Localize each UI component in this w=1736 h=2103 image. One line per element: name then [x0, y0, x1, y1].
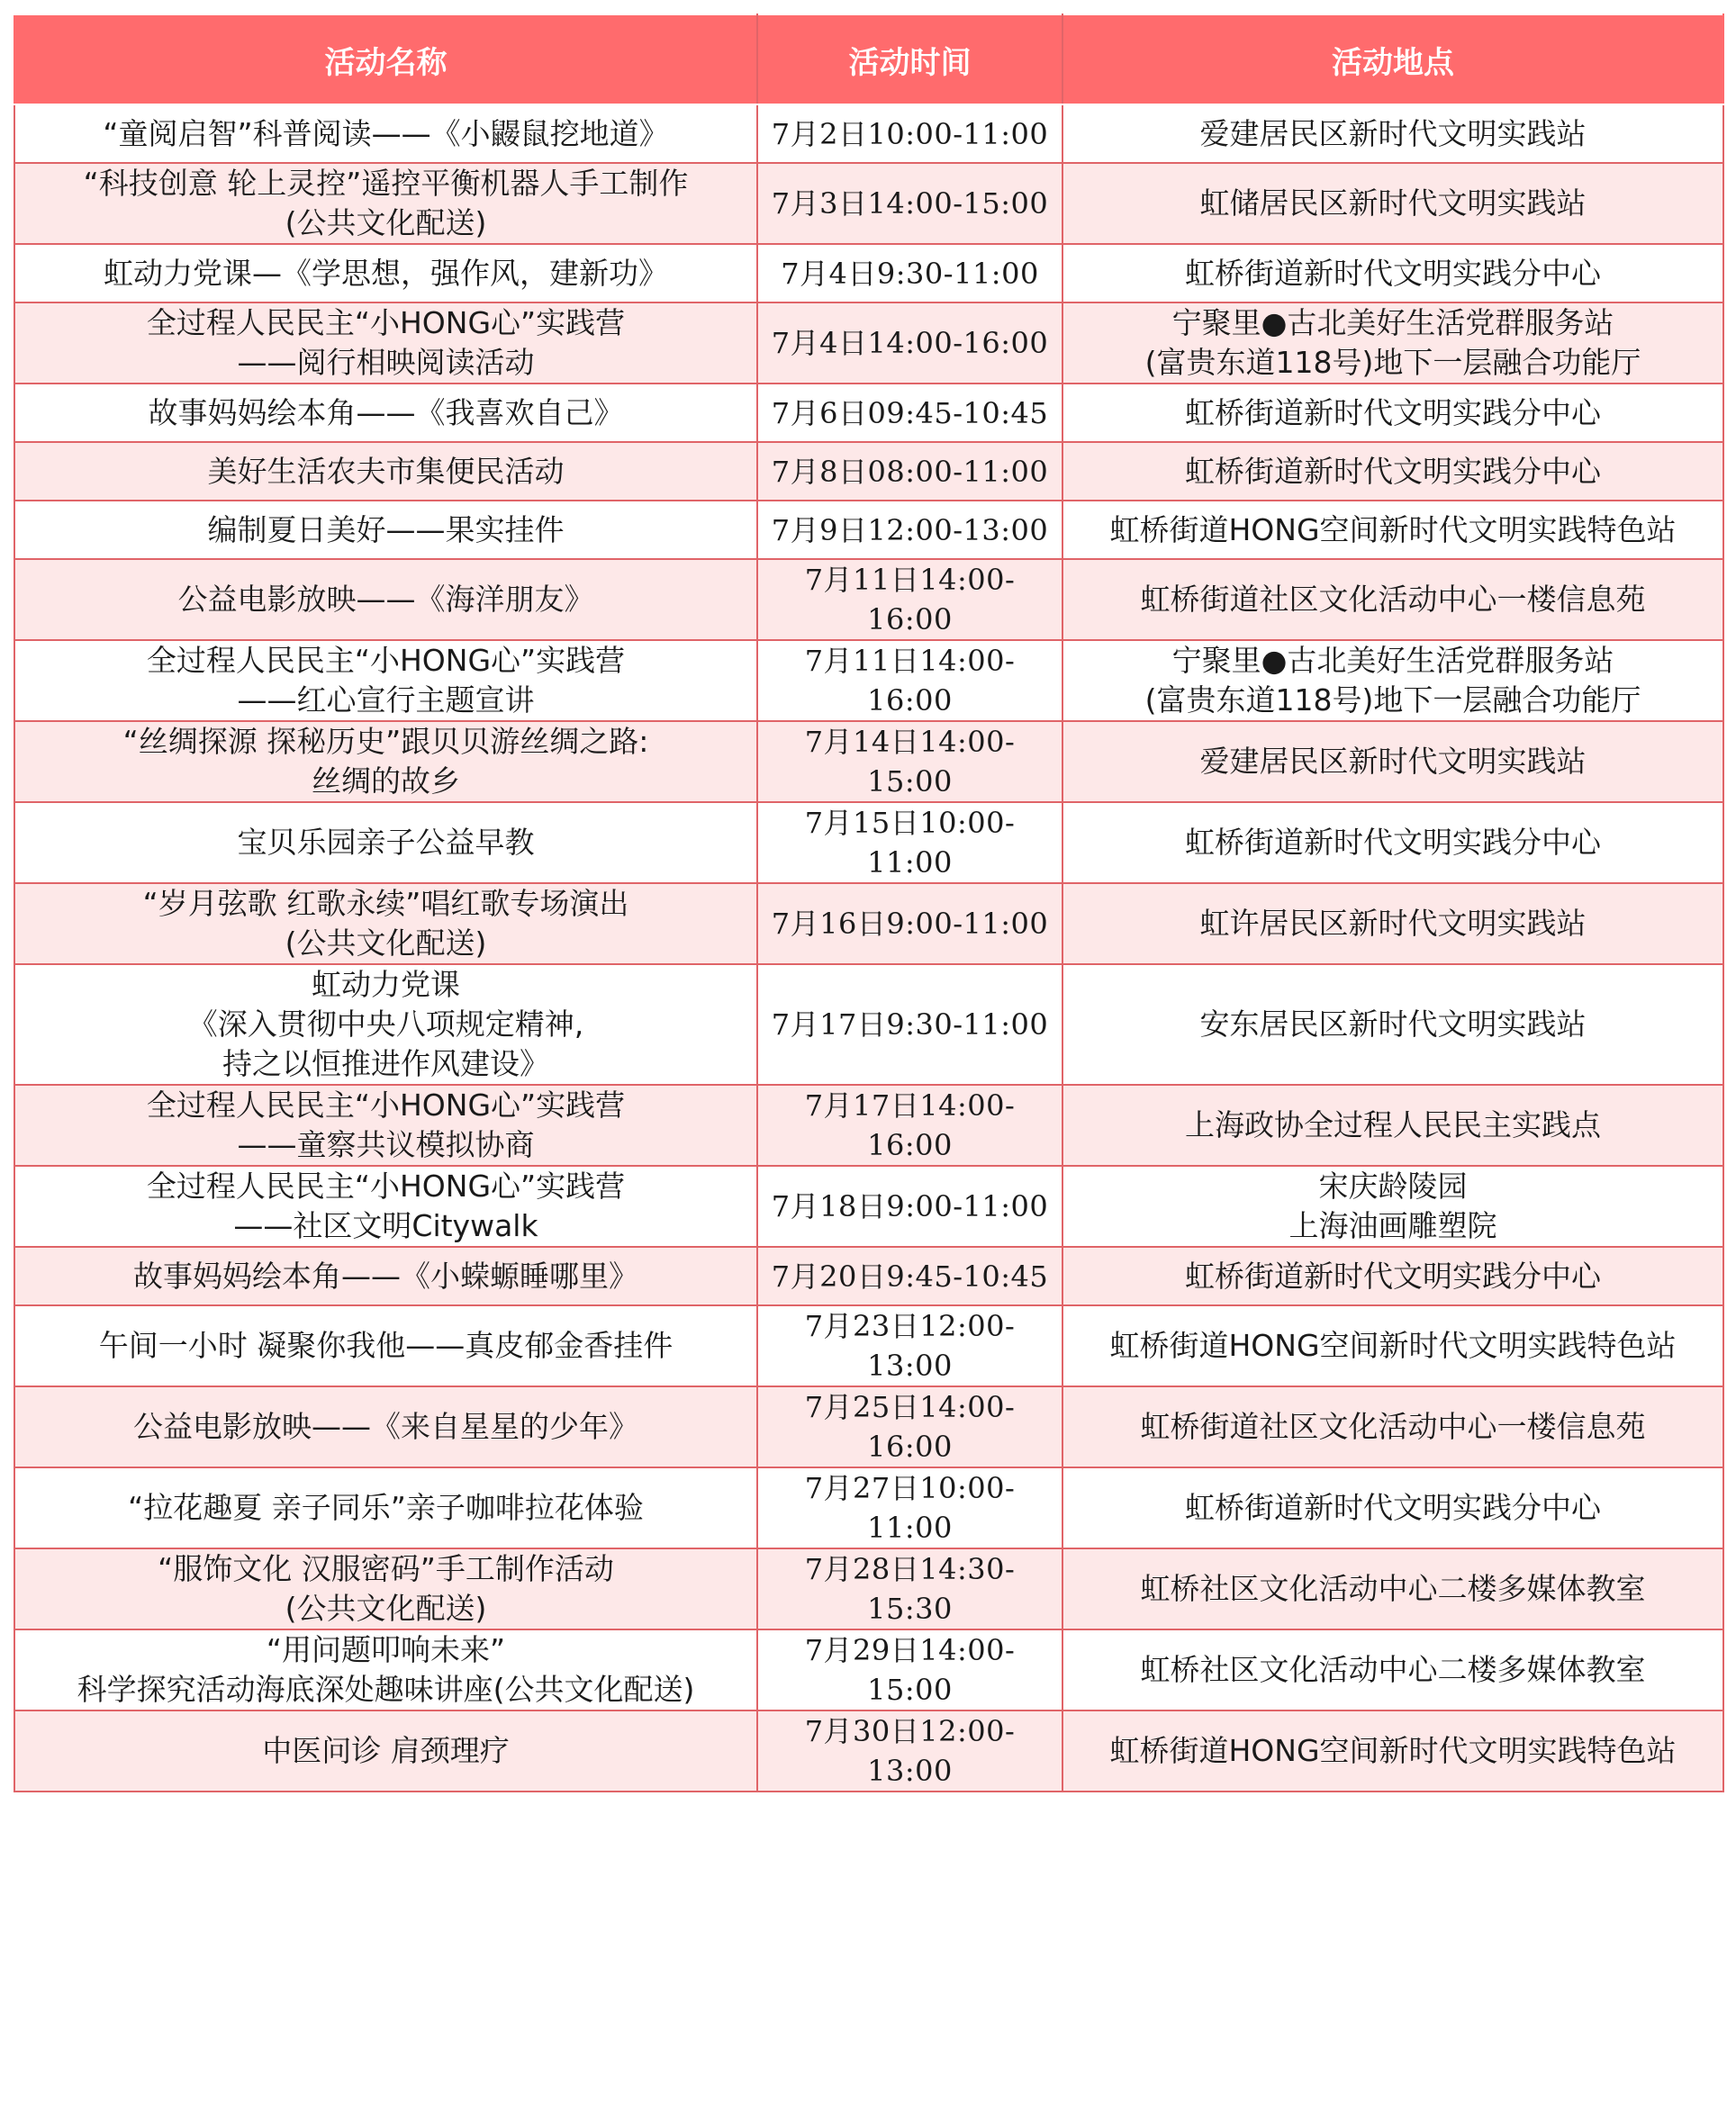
activity-place-cell: [1062, 1166, 1723, 1247]
activity-place-cell: [1062, 1467, 1723, 1548]
activity-time-cell: 7月15日10:00-11:00: [757, 802, 1062, 883]
table-row: [14, 559, 1723, 640]
activity-name-cell: [14, 1305, 757, 1386]
activity-place-cell: [1062, 640, 1723, 721]
table-row: [14, 721, 1723, 802]
activity-name-cell-line: 全过程人民民主“小HONG心”实践营: [146, 305, 626, 340]
activity-time-cell: 7月6日09:45-10:45: [757, 384, 1062, 442]
table-row: [14, 501, 1723, 559]
activity-time-cell: 7月30日12:00-13:00: [757, 1710, 1062, 1792]
activity-place-cell-line: 虹桥街道HONG空间新时代文明实践特色站: [1109, 1733, 1677, 1768]
activity-name-cell-line: “用问题叩响未来”: [266, 1632, 506, 1667]
activity-name-cell-line: 故事妈妈绘本角——《小蝾螈睡哪里》: [133, 1258, 638, 1294]
activity-place-cell: [1062, 244, 1723, 302]
activity-name-cell: [14, 640, 757, 721]
activity-time-cell: 7月25日14:00-16:00: [757, 1386, 1062, 1467]
activity-place-cell: [1062, 163, 1723, 244]
activity-place-cell-line: (富贵东道118号)地下一层融合功能厅: [1144, 345, 1641, 380]
table-row: [14, 1247, 1723, 1305]
activity-name-cell: [14, 244, 757, 302]
activity-place-cell: [1062, 104, 1723, 163]
activity-time-cell: 7月2日10:00-11:00: [757, 104, 1062, 163]
activity-place-cell-line: 虹许居民区新时代文明实践站: [1199, 906, 1587, 941]
activity-name-cell-line: 中医问诊 肩颈理疗: [262, 1733, 510, 1768]
activity-name-cell: [14, 1710, 757, 1792]
activity-time-cell: 7月29日14:00-15:00: [757, 1629, 1062, 1710]
activity-name-cell: [14, 721, 757, 802]
activity-place-cell: [1062, 1247, 1723, 1305]
activity-place-cell: [1062, 384, 1723, 442]
activity-name-cell: [14, 1085, 757, 1166]
activity-place-cell: [1062, 1386, 1723, 1467]
activity-name-cell: [14, 1467, 757, 1548]
activity-name-cell-line: 全过程人民民主“小HONG心”实践营: [146, 1169, 626, 1204]
activity-name-cell-line: 公益电影放映——《海洋朋友》: [177, 582, 594, 617]
activity-name-cell: [14, 559, 757, 640]
activity-name-cell-line: “童阅启智”科普阅读——《小鼹鼠挖地道》: [103, 115, 669, 151]
table-row: [14, 1166, 1723, 1247]
activity-time-cell: 7月16日9:00-11:00: [757, 883, 1062, 964]
table-row: [14, 302, 1723, 384]
header-activity-time: 活动时间: [757, 14, 1062, 104]
activity-place-cell-line: 虹桥街道新时代文明实践分中心: [1185, 255, 1601, 291]
activity-name-cell-line: 虹动力党课—《学思想，强作风，建新功》: [104, 255, 668, 291]
activity-name-cell: [14, 1629, 757, 1710]
activity-name-cell-line: “岁月弦歌 红歌永续”唱红歌专场演出: [142, 886, 629, 921]
activity-place-cell-line: 宋庆龄陵园: [1318, 1169, 1468, 1204]
header-row: [14, 14, 1723, 104]
activity-place-cell-line: 虹储居民区新时代文明实践站: [1199, 185, 1587, 221]
table-body: [14, 104, 1723, 1792]
activity-place-cell: [1062, 1710, 1723, 1792]
activity-name-cell: [14, 104, 757, 163]
table-row: [14, 964, 1723, 1085]
activity-name-cell-line: (公共文化配送): [285, 205, 487, 240]
activity-place-cell: [1062, 883, 1723, 964]
activity-name-cell-line: 全过程人民民主“小HONG心”实践营: [146, 643, 626, 678]
activity-name-cell-line: 午间一小时 凝聚你我他——真皮郁金香挂件: [98, 1328, 674, 1363]
activity-time-cell: 7月20日9:45-10:45: [757, 1247, 1062, 1305]
activity-place-cell: [1062, 964, 1723, 1085]
activity-place-cell: [1062, 1548, 1723, 1629]
activity-place-cell-line: 上海政协全过程人民民主实践点: [1185, 1107, 1601, 1142]
activity-name-cell-line: 持之以恒推进作风建设》: [222, 1046, 549, 1081]
activity-name-cell-line: 美好生活农夫市集便民活动: [207, 453, 565, 489]
activity-place-cell-line: 爱建居民区新时代文明实践站: [1199, 115, 1587, 151]
table-row: [14, 1467, 1723, 1548]
table-row: [14, 883, 1723, 964]
activity-place-cell: [1062, 302, 1723, 384]
activity-name-cell: [14, 1166, 757, 1247]
activity-name-cell-line: 虹动力党课: [312, 967, 460, 1002]
activity-time-cell: 7月18日9:00-11:00: [757, 1166, 1062, 1247]
activity-name-cell-line: 公益电影放映——《来自星星的少年》: [133, 1409, 638, 1444]
header-activity-name: 活动名称: [14, 14, 757, 104]
activity-name-cell-line: 编制夏日美好——果实挂件: [207, 511, 565, 547]
activity-place-cell-line: 虹桥街道新时代文明实践分中心: [1185, 825, 1601, 860]
activity-name-cell-line: 丝绸的故乡: [312, 763, 460, 799]
activity-place-cell: [1062, 559, 1723, 640]
activity-name-cell: [14, 163, 757, 244]
activity-schedule-table: [14, 14, 1724, 1792]
activity-place-cell: [1062, 501, 1723, 559]
activity-name-cell-line: (公共文化配送): [285, 925, 487, 961]
activity-place-cell-line: 宁聚里●古北美好生活党群服务站: [1171, 643, 1614, 678]
table-row: [14, 1548, 1723, 1629]
table-row: [14, 1386, 1723, 1467]
activity-name-cell-line: (公共文化配送): [285, 1591, 487, 1626]
activity-name-cell: [14, 883, 757, 964]
activity-place-cell-line: 虹桥社区文化活动中心二楼多媒体教室: [1140, 1652, 1646, 1687]
activity-time-cell: 7月11日14:00-16:00: [757, 640, 1062, 721]
activity-name-cell-line: 全过程人民民主“小HONG心”实践营: [146, 1088, 626, 1123]
activity-name-cell-line: ——红心宣行主题宣讲: [237, 682, 535, 718]
activity-name-cell-line: ——童察共议模拟协商: [237, 1127, 535, 1162]
activity-name-cell: [14, 442, 757, 501]
activity-time-cell: 7月28日14:30-15:30: [757, 1548, 1062, 1629]
activity-place-cell-line: 虹桥街道新时代文明实践分中心: [1185, 394, 1601, 430]
activity-name-cell-line: “拉花趣夏 亲子同乐”亲子咖啡拉花体验: [128, 1490, 644, 1525]
table-row: [14, 442, 1723, 501]
activity-name-cell-line: 宝贝乐园亲子公益早教: [237, 825, 535, 860]
activity-place-cell-line: 虹桥街道社区文化活动中心一楼信息苑: [1140, 1409, 1646, 1444]
activity-place-cell-line: 虹桥街道HONG空间新时代文明实践特色站: [1109, 511, 1677, 547]
activity-time-cell: 7月17日14:00-16:00: [757, 1085, 1062, 1166]
activity-name-cell: [14, 802, 757, 883]
activity-place-cell-line: 虹桥街道新时代文明实践分中心: [1185, 1258, 1601, 1294]
table-row: [14, 104, 1723, 163]
activity-name-cell: [14, 1386, 757, 1467]
activity-place-cell: [1062, 1305, 1723, 1386]
activity-place-cell-line: (富贵东道118号)地下一层融合功能厅: [1144, 682, 1641, 718]
activity-place-cell: [1062, 1629, 1723, 1710]
table-row: [14, 1629, 1723, 1710]
table-header: [14, 14, 1723, 104]
activity-time-cell: 7月17日9:30-11:00: [757, 964, 1062, 1085]
table-row: [14, 1710, 1723, 1792]
activity-place-cell-line: 虹桥街道新时代文明实践分中心: [1185, 453, 1601, 489]
activity-name-cell: [14, 384, 757, 442]
activity-place-cell-line: 宁聚里●古北美好生活党群服务站: [1171, 305, 1614, 340]
activity-place-cell-line: 虹桥街道新时代文明实践分中心: [1185, 1490, 1601, 1525]
activity-name-cell-line: ——阅行相映阅读活动: [237, 345, 535, 380]
activity-time-cell: 7月9日12:00-13:00: [757, 501, 1062, 559]
activity-time-cell: 7月4日9:30-11:00: [757, 244, 1062, 302]
table-row: [14, 244, 1723, 302]
activity-name-cell-line: 《深入贯彻中央八项规定精神,: [187, 1006, 584, 1042]
activity-time-cell: 7月14日14:00-15:00: [757, 721, 1062, 802]
activity-place-cell: [1062, 802, 1723, 883]
activity-place-cell-line: 虹桥街道社区文化活动中心一楼信息苑: [1140, 582, 1646, 617]
activity-place-cell: [1062, 442, 1723, 501]
activity-place-cell-line: 上海油画雕塑院: [1288, 1208, 1497, 1243]
activity-time-cell: 7月8日08:00-11:00: [757, 442, 1062, 501]
activity-name-cell-line: “服饰文化 汉服密码”手工制作活动: [158, 1551, 614, 1586]
table-row: [14, 1085, 1723, 1166]
activity-name-cell-line: ——社区文明Citywalk: [233, 1208, 538, 1243]
table-row: [14, 1305, 1723, 1386]
activity-place-cell-line: 虹桥社区文化活动中心二楼多媒体教室: [1140, 1571, 1646, 1606]
header-activity-place: 活动地点: [1062, 14, 1723, 104]
activity-name-cell: [14, 302, 757, 384]
activity-time-cell: 7月4日14:00-16:00: [757, 302, 1062, 384]
activity-time-cell: 7月23日12:00-13:00: [757, 1305, 1062, 1386]
activity-name-cell: [14, 1247, 757, 1305]
table-row: [14, 163, 1723, 244]
table-row: [14, 384, 1723, 442]
activity-place-cell-line: 安东居民区新时代文明实践站: [1199, 1006, 1587, 1042]
activity-place-cell: [1062, 1085, 1723, 1166]
activity-name-cell-line: 科学探究活动海底深处趣味讲座(公共文化配送): [77, 1672, 695, 1707]
schedule-table-container: [14, 14, 1722, 1792]
activity-place-cell-line: 虹桥街道HONG空间新时代文明实践特色站: [1109, 1328, 1677, 1363]
activity-time-cell: 7月3日14:00-15:00: [757, 163, 1062, 244]
activity-name-cell: [14, 501, 757, 559]
activity-name-cell: [14, 1548, 757, 1629]
activity-time-cell: 7月27日10:00-11:00: [757, 1467, 1062, 1548]
activity-name-cell-line: “科技创意 轮上灵控”遥控平衡机器人手工制作: [83, 166, 689, 201]
activity-name-cell-line: 故事妈妈绘本角——《我喜欢自己》: [148, 394, 624, 430]
activity-place-cell: [1062, 721, 1723, 802]
activity-name-cell-line: “丝绸探源 探秘历史”跟贝贝游丝绸之路:: [122, 724, 649, 759]
activity-place-cell-line: 爱建居民区新时代文明实践站: [1199, 744, 1587, 779]
activity-name-cell: [14, 964, 757, 1085]
table-row: [14, 802, 1723, 883]
activity-time-cell: 7月11日14:00-16:00: [757, 559, 1062, 640]
table-row: [14, 640, 1723, 721]
